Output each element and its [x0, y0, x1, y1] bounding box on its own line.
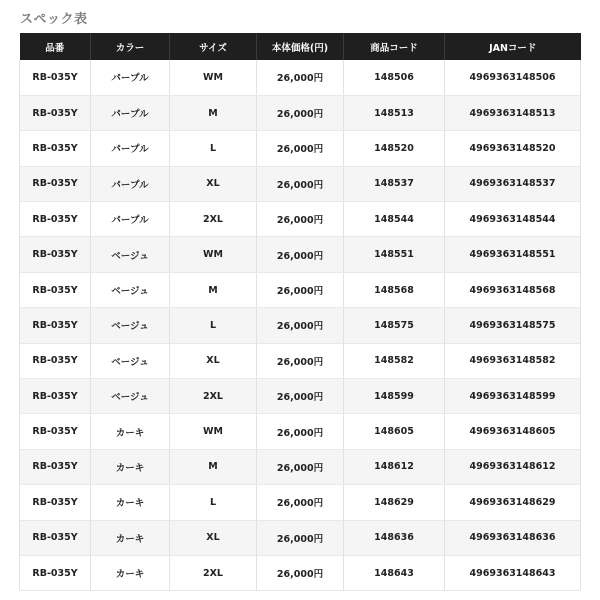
cell-jan-code: 4969363148605: [445, 414, 581, 449]
cell-price: 26,000円: [257, 202, 344, 237]
cell-size: M: [170, 272, 257, 307]
cell-color: カーキ: [91, 555, 170, 590]
table-row: [20, 379, 581, 414]
cell-price: 26,000円: [257, 237, 344, 272]
cell-product-code: 148537: [344, 166, 445, 201]
table-row: [20, 166, 581, 201]
cell-product-code: 148551: [344, 237, 445, 272]
cell-part-number: RB-035Y: [20, 343, 91, 378]
cell-part-number: RB-035Y: [20, 379, 91, 414]
cell-color: カーキ: [91, 449, 170, 484]
header-part-number: 品番: [45, 42, 65, 54]
cell-color: ベージュ: [91, 379, 170, 414]
cell-jan-code: 4969363148506: [445, 60, 581, 95]
table-row: [20, 343, 581, 378]
spec-table-title: スペック表: [20, 12, 88, 27]
table-row: [20, 485, 581, 520]
cell-price: 26,000円: [257, 308, 344, 343]
cell-part-number: RB-035Y: [20, 485, 91, 520]
cell-jan-code: 4969363148629: [445, 485, 581, 520]
spec-table: [19, 33, 581, 591]
cell-jan-code: 4969363148599: [445, 379, 581, 414]
cell-color: パープル: [91, 60, 170, 95]
cell-part-number: RB-035Y: [20, 449, 91, 484]
cell-price: 26,000円: [257, 272, 344, 307]
header-price: 本体価格(円): [257, 33, 344, 60]
cell-part-number: RB-035Y: [20, 414, 91, 449]
cell-color: カーキ: [91, 485, 170, 520]
cell-jan-code: 4969363148520: [445, 131, 581, 166]
cell-product-code: 148612: [344, 449, 445, 484]
table-row: [20, 237, 581, 272]
cell-size: XL: [170, 343, 257, 378]
cell-jan-code: 4969363148636: [445, 520, 581, 555]
cell-color: パープル: [91, 166, 170, 201]
cell-price: 26,000円: [257, 414, 344, 449]
cell-jan-code: 4969363148551: [445, 237, 581, 272]
cell-jan-code: 4969363148575: [445, 308, 581, 343]
cell-part-number: RB-035Y: [20, 308, 91, 343]
table-row: [20, 60, 581, 95]
cell-price: 26,000円: [257, 449, 344, 484]
cell-color: カーキ: [91, 520, 170, 555]
cell-size: M: [170, 95, 257, 130]
cell-jan-code: 4969363148568: [445, 272, 581, 307]
cell-part-number: RB-035Y: [20, 166, 91, 201]
cell-product-code: 148568: [344, 272, 445, 307]
cell-price: 26,000円: [257, 95, 344, 130]
table-row: [20, 95, 581, 130]
table-row: [20, 520, 581, 555]
cell-size: 2XL: [170, 379, 257, 414]
cell-color: パープル: [91, 95, 170, 130]
table-row: [20, 131, 581, 166]
header-jan-code: JANコード: [445, 33, 581, 60]
cell-part-number: RB-035Y: [20, 555, 91, 590]
cell-jan-code: 4969363148513: [445, 95, 581, 130]
cell-size: L: [170, 308, 257, 343]
cell-product-code: 148520: [344, 131, 445, 166]
cell-product-code: 148636: [344, 520, 445, 555]
cell-price: 26,000円: [257, 343, 344, 378]
cell-product-code: 148544: [344, 202, 445, 237]
cell-size: L: [170, 131, 257, 166]
cell-price: 26,000円: [257, 555, 344, 590]
cell-size: XL: [170, 520, 257, 555]
cell-size: WM: [170, 237, 257, 272]
cell-product-code: 148643: [344, 555, 445, 590]
cell-product-code: 148513: [344, 95, 445, 130]
cell-jan-code: 4969363148582: [445, 343, 581, 378]
header-product-code: 商品コード: [344, 33, 445, 60]
cell-price: 26,000円: [257, 379, 344, 414]
cell-product-code: 148582: [344, 343, 445, 378]
cell-part-number: RB-035Y: [20, 520, 91, 555]
cell-size: 2XL: [170, 202, 257, 237]
cell-color: パープル: [91, 202, 170, 237]
table-row: [20, 449, 581, 484]
cell-part-number: RB-035Y: [20, 131, 91, 166]
table-row: [20, 308, 581, 343]
cell-product-code: 148605: [344, 414, 445, 449]
cell-product-code: 148575: [344, 308, 445, 343]
cell-color: ベージュ: [91, 237, 170, 272]
cell-jan-code: 4969363148544: [445, 202, 581, 237]
cell-jan-code: 4969363148643: [445, 555, 581, 590]
cell-size: XL: [170, 166, 257, 201]
cell-price: 26,000円: [257, 131, 344, 166]
cell-color: ベージュ: [91, 343, 170, 378]
table-row: [20, 272, 581, 307]
cell-product-code: 148599: [344, 379, 445, 414]
cell-product-code: 148506: [344, 60, 445, 95]
cell-size: M: [170, 449, 257, 484]
cell-part-number: RB-035Y: [20, 237, 91, 272]
cell-color: パープル: [91, 131, 170, 166]
cell-product-code: 148629: [344, 485, 445, 520]
table-row: [20, 555, 581, 590]
table-row: [20, 202, 581, 237]
cell-color: カーキ: [91, 414, 170, 449]
cell-part-number: RB-035Y: [20, 272, 91, 307]
cell-part-number: RB-035Y: [20, 202, 91, 237]
cell-part-number: RB-035Y: [20, 95, 91, 130]
cell-price: 26,000円: [257, 520, 344, 555]
cell-size: WM: [170, 60, 257, 95]
cell-color: ベージュ: [91, 272, 170, 307]
cell-price: 26,000円: [257, 485, 344, 520]
cell-price: 26,000円: [257, 166, 344, 201]
cell-color: ベージュ: [91, 308, 170, 343]
table-header-row: [20, 33, 581, 60]
header-color: カラー: [91, 33, 170, 60]
cell-part-number: RB-035Y: [20, 60, 91, 95]
table-body: [20, 60, 581, 591]
cell-size: 2XL: [170, 555, 257, 590]
cell-size: L: [170, 485, 257, 520]
table-row: [20, 414, 581, 449]
header-size: サイズ: [170, 33, 257, 60]
cell-jan-code: 4969363148612: [445, 449, 581, 484]
cell-price: 26,000円: [257, 60, 344, 95]
cell-jan-code: 4969363148537: [445, 166, 581, 201]
cell-size: WM: [170, 414, 257, 449]
